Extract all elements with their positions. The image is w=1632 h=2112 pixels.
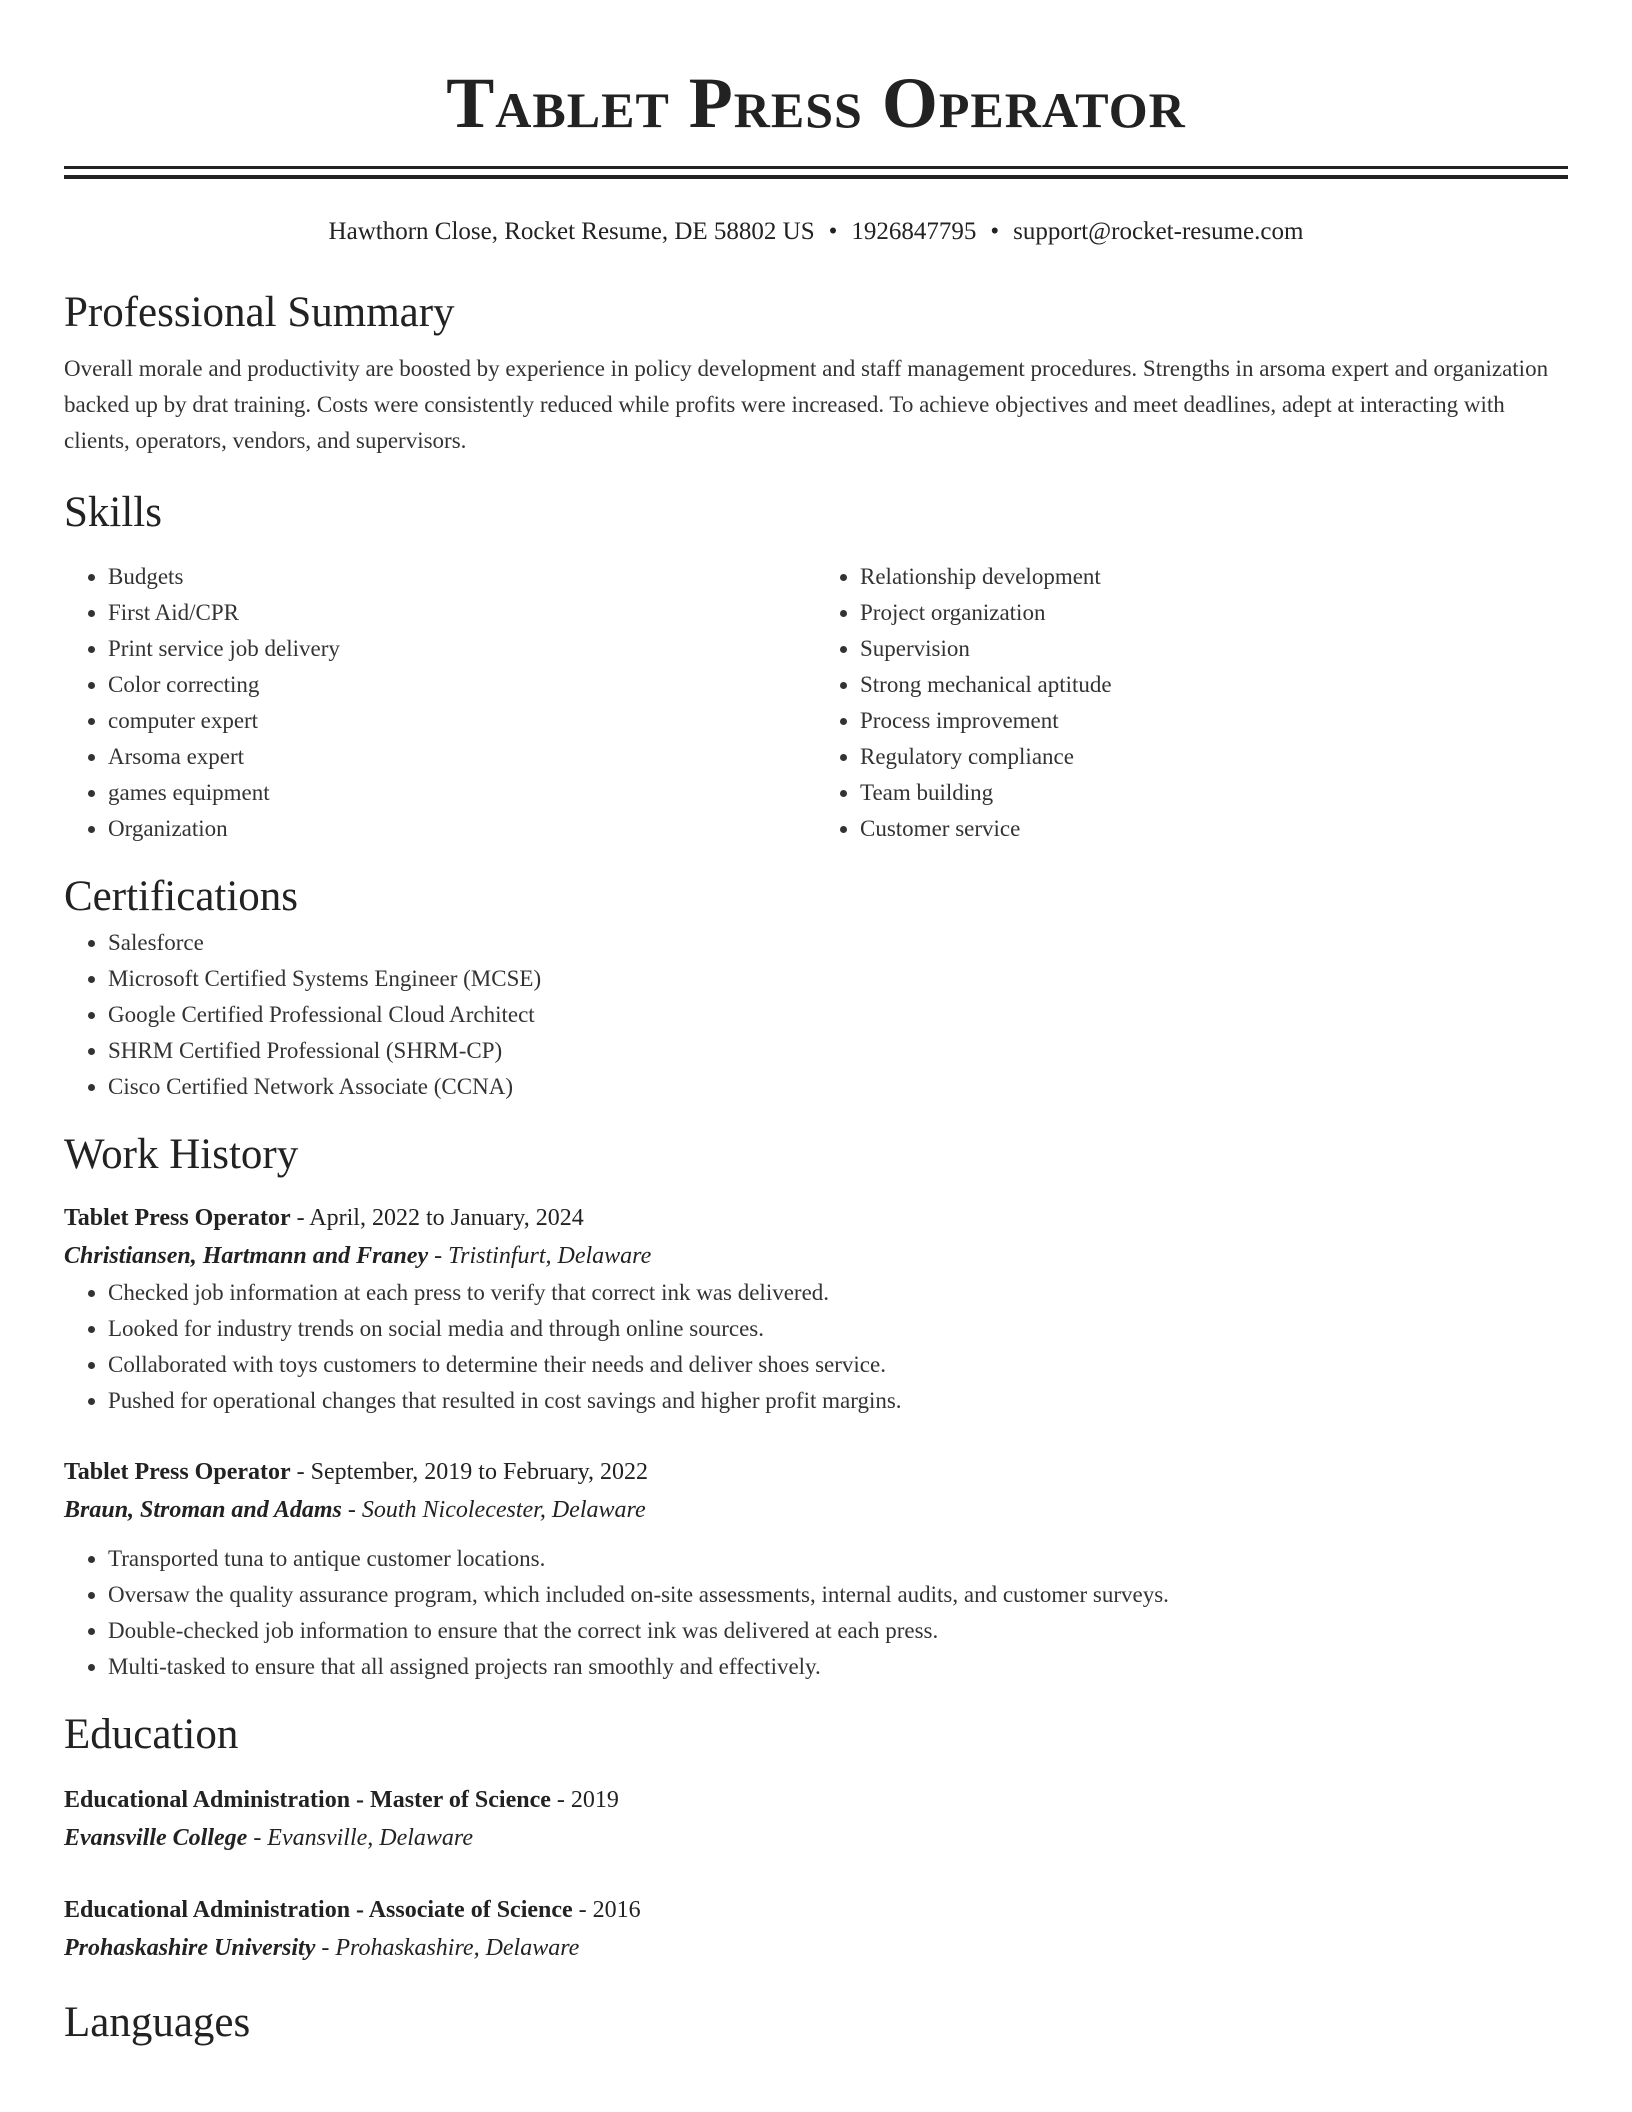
divider-line-bottom xyxy=(64,175,1568,179)
skill-item: • Arsoma expert xyxy=(108,739,816,775)
skill-item: • Budgets xyxy=(108,559,816,595)
job-dates: - April, 2022 to January, 2024 xyxy=(290,1205,584,1231)
job-duties-list xyxy=(64,1275,1568,1419)
skill-item: • games equipment xyxy=(108,775,816,811)
section-title-certifications: Certifications xyxy=(64,873,299,920)
job-duties-list xyxy=(64,1541,1568,1685)
job-duty: • Transported tuna to antique customer locations. xyxy=(108,1541,1568,1577)
contact-address: Hawthorn Close, Rocket Resume, DE 58802 US xyxy=(328,218,815,245)
job-employer xyxy=(64,1237,1568,1275)
job-dates: - September, 2019 to February, 2022 xyxy=(290,1459,649,1485)
skill-item: • Print service job delivery xyxy=(108,631,816,667)
job-company: Braun, Stroman and Adams xyxy=(64,1497,342,1523)
job-duty: • Collaborated with toys customers to determine their needs and deliver shoes service. xyxy=(108,1347,1568,1383)
divider-line-top xyxy=(64,166,1568,169)
skill-item: • Process improvement xyxy=(860,703,1568,739)
certification-item: • Microsoft Certified Systems Engineer (MCSE) xyxy=(108,961,1568,997)
skill-item: • Color correcting xyxy=(108,667,816,703)
section-title-languages: Languages xyxy=(64,1999,251,2046)
job-role: Tablet Press Operator xyxy=(64,1459,291,1485)
education-location: - Prohaskashire, Delaware xyxy=(315,1935,580,1961)
education-heading xyxy=(64,1781,1568,1819)
job-duty: • Double-checked job information to ensure that the correct ink was delivered at each press. xyxy=(108,1613,1568,1649)
education-school: Evansville College xyxy=(64,1825,248,1851)
job-entry xyxy=(64,1453,1568,1685)
certification-item: • Google Certified Professional Cloud Architect xyxy=(108,997,1568,1033)
skill-item: • Team building xyxy=(860,775,1568,811)
skill-item: • Customer service xyxy=(860,811,1568,847)
education-degree: Educational Administration - Associate of Science xyxy=(64,1897,573,1923)
education-heading xyxy=(64,1891,1568,1929)
skill-item: • Organization xyxy=(108,811,816,847)
contact-line xyxy=(64,215,1568,249)
section-title-work-history: Work History xyxy=(64,1131,299,1178)
section-title-education: Education xyxy=(64,1711,239,1758)
title-divider xyxy=(64,166,1568,179)
certification-item: • Cisco Certified Network Associate (CCNA) xyxy=(108,1069,1568,1105)
contact-separator: • xyxy=(828,218,838,245)
job-entry xyxy=(64,1199,1568,1419)
job-company: Christiansen, Hartmann and Franey xyxy=(64,1243,429,1269)
job-location: - South Nicolecester, Delaware xyxy=(341,1497,646,1523)
job-duty: • Checked job information at each press to verify that correct ink was delivered. xyxy=(108,1275,1568,1311)
skill-item: • Supervision xyxy=(860,631,1568,667)
skill-item: • First Aid/CPR xyxy=(108,595,816,631)
skill-item: • Strong mechanical aptitude xyxy=(860,667,1568,703)
skill-item: • Project organization xyxy=(860,595,1568,631)
summary-text: Overall morale and productivity are boosted by experience in policy development and staff management procedures. Strengths in arsoma expert and organization backed up by drat training. Costs were consistently reduced while profits were increased. To achieve objectives and meet deadlines, adept at interacting with clients, operators, vendors, and supervisors. xyxy=(64,356,1549,453)
job-duty: • Multi-tasked to ensure that all assigned projects ran smoothly and effectively. xyxy=(108,1649,1568,1685)
job-duty: • Oversaw the quality assurance program, which included on-site assessments, internal audits, and customer surveys. xyxy=(108,1577,1568,1613)
job-duty: • Pushed for operational changes that resulted in cost savings and higher profit margins. xyxy=(108,1383,1568,1419)
skills-list-right xyxy=(816,559,1568,847)
contact-phone: 1926847795 xyxy=(851,218,977,245)
job-duty: • Looked for industry trends on social media and through online sources. xyxy=(108,1311,1568,1347)
education-degree: Educational Administration - Master of Science xyxy=(64,1787,551,1813)
education-school: Prohaskashire University xyxy=(64,1935,316,1961)
skills-columns xyxy=(64,559,1568,847)
job-role: Tablet Press Operator xyxy=(64,1205,291,1231)
skill-item: • computer expert xyxy=(108,703,816,739)
skill-item: • Regulatory compliance xyxy=(860,739,1568,775)
resume-title: Tablet Press Operator xyxy=(446,63,1186,143)
certification-item: • Salesforce xyxy=(108,925,1568,961)
job-location: - Tristinfurt, Delaware xyxy=(428,1243,652,1269)
certifications-list xyxy=(64,925,1568,1105)
resume-content xyxy=(64,0,1568,2051)
education-school-line xyxy=(64,1819,1568,1857)
contact-separator: • xyxy=(990,218,1000,245)
contact-email: support@rocket-resume.com xyxy=(1013,218,1304,245)
certification-item: • SHRM Certified Professional (SHRM-CP) xyxy=(108,1033,1568,1069)
education-school-line xyxy=(64,1929,1568,1967)
education-entry xyxy=(64,1781,1568,1857)
section-title-summary: Professional Summary xyxy=(64,289,455,336)
education-year: - 2016 xyxy=(572,1897,641,1923)
job-employer xyxy=(64,1491,1568,1529)
job-heading xyxy=(64,1199,1568,1237)
job-heading xyxy=(64,1453,1568,1491)
skills-list-left xyxy=(64,559,816,847)
section-title-skills: Skills xyxy=(64,489,162,536)
education-location: - Evansville, Delaware xyxy=(247,1825,474,1851)
skill-item: • Relationship development xyxy=(860,559,1568,595)
education-entry xyxy=(64,1891,1568,1967)
education-year: - 2019 xyxy=(550,1787,619,1813)
